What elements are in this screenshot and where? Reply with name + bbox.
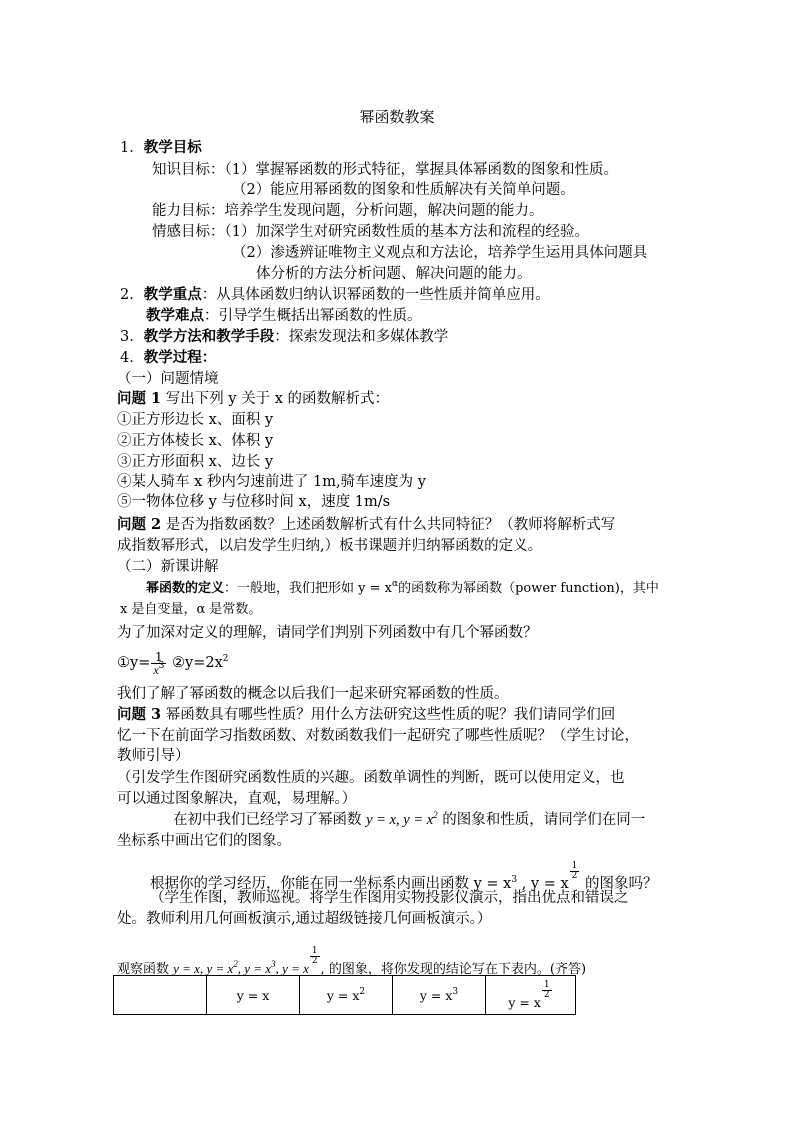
page-title: 幂函数教案	[359, 108, 435, 126]
example-functions: ①y= $\frac{1}{x^3}$ $②y=2x^2$	[117, 649, 229, 677]
list-item: ②正方体棱长 x、体积 y	[117, 433, 274, 449]
understand-line: 我们了解了幂函数的概念以后我们一起来研究幂函数的性质。	[117, 686, 509, 702]
table-cell: y = x $\frac{1}{2}$	[486, 976, 576, 1015]
student-drawing-line2: 处。教师利用几何画板演示,通过超级链接几何画板演示。）	[117, 911, 492, 927]
fraction: $\frac{1}{x^3}$	[153, 649, 165, 677]
question-3: 问题 3 幂函数具有哪些性质？用什么方法研究这些性质的呢？我们请同学们回	[117, 706, 616, 723]
guide-line1: （引发学生作图研究函数性质的兴趣。函数单调性的判断，既可以使用定义，也	[117, 770, 625, 786]
definition: 幂函数的定义：一般地，我们把形如 $y = x^\alpha$的函数称为幂函数（power function)，其中	[146, 579, 659, 596]
table-row	[114, 976, 576, 1015]
observe-line: 观察函数 y = x, $y = x^2$, $y = x^3$, y = x $\frac{1}{2}$ , 的图象，将你发现的结论写在下表内。(齐答)	[117, 946, 587, 977]
table-cell: $y = x^3$	[393, 976, 486, 1015]
emotion-goal-line1: 情感目标：（1）加深学生对研究函数性质的基本方法和流程的经验。	[152, 224, 589, 240]
table-cell: $y = x^2$	[300, 976, 393, 1015]
difficulty: 教学难点：引导学生概括出幂函数的性质。	[146, 307, 422, 324]
junior-high-line: 在初中我们已经学习了幂函数 y = x, $y = x^2$ 的图象和性质，请同学们在同一	[173, 810, 646, 828]
table-cell: y = x	[207, 976, 300, 1015]
section-4-process: 4．教学过程：	[120, 349, 217, 366]
fraction-exponent: $\frac{1}{2}$	[543, 979, 550, 1000]
knowledge-goal-line1: 知识目标：（1）掌握幂函数的形式特征，掌握具体幂函数的图象和性质。	[152, 162, 618, 178]
fraction-exponent: $\frac{1}{2}$	[571, 861, 578, 881]
emotion-goal-line3: 体分析的方法分析问题、解决问题的能力。	[256, 266, 532, 282]
draw-question: 根据你的学习经历，你能在同一坐标系内画出函数 $y = x^3$ , y = x $\frac{1}{2}$ 的图象吗？	[150, 861, 658, 892]
question-2-cont: 成指数幂形式，以启发学生归纳,）板书课题并归纳幂函数的定义。	[117, 538, 543, 554]
judge-prompt: 为了加深对定义的理解，请同学们判别下列函数中有几个幂函数？	[117, 625, 538, 641]
knowledge-goal-line2: （2）能应用幂函数的图象和性质解决有关简单问题。	[232, 182, 575, 198]
ability-goal: 能力目标：培养学生发现问题，分析问题，解决问题的能力。	[152, 203, 544, 219]
list-item: ④某人骑车 x 秒内匀速前进了 1m,骑车速度为 y	[117, 474, 426, 490]
student-drawing-line1: （学生作图，教师巡视。将学生作图用实物投影仪演示，指出优点和错误之	[150, 890, 629, 906]
junior-high-cont: 坐标系中画出它们的图象。	[117, 833, 291, 849]
definition-cont: x 是自变量，α 是常数。	[120, 602, 262, 617]
section-1-heading: 1．教学目标	[120, 139, 202, 156]
question-3-cont: 忆一下在前面学习指数函数、对数函数我们一起研究了哪些性质呢？（学生讨论，	[117, 728, 639, 744]
list-item: ③正方形面积 x、边长 y	[117, 454, 274, 470]
subsection-problem-context: （一）问题情境	[117, 371, 219, 387]
observation-table	[113, 975, 576, 1015]
list-item: ⑤一物体位移 y 与位移时间 x，速度 1m/s	[117, 494, 391, 510]
subsection-new-lesson: （二）新课讲解	[117, 559, 219, 575]
emotion-goal-line2: （2）渗透辨证唯物主义观点和方法论，培养学生运用具体问题具	[232, 245, 648, 261]
guide-line2: 可以通过图象解决，直观，易理解。）	[117, 791, 357, 807]
question-2: 问题 2 是否为指数函数？上述函数解析式有什么共同特征？（教师将解析式写	[117, 516, 616, 533]
section-2-key-points: 2．教学重点：从具体函数归纳认识幂函数的一些性质并简单应用。	[120, 286, 550, 303]
section-3-methods: 3．教学方法和教学手段：探索发现法和多媒体教学	[120, 328, 449, 345]
list-item: ①正方形边长 x、面积 y	[117, 412, 274, 428]
table-cell	[114, 976, 207, 1015]
fraction-exponent: $\frac{1}{2}$	[311, 946, 318, 966]
question-1: 问题 1 写出下列 y 关于 x 的函数解析式：	[117, 390, 390, 407]
question-3-cont2: 教师引导）	[117, 748, 190, 764]
